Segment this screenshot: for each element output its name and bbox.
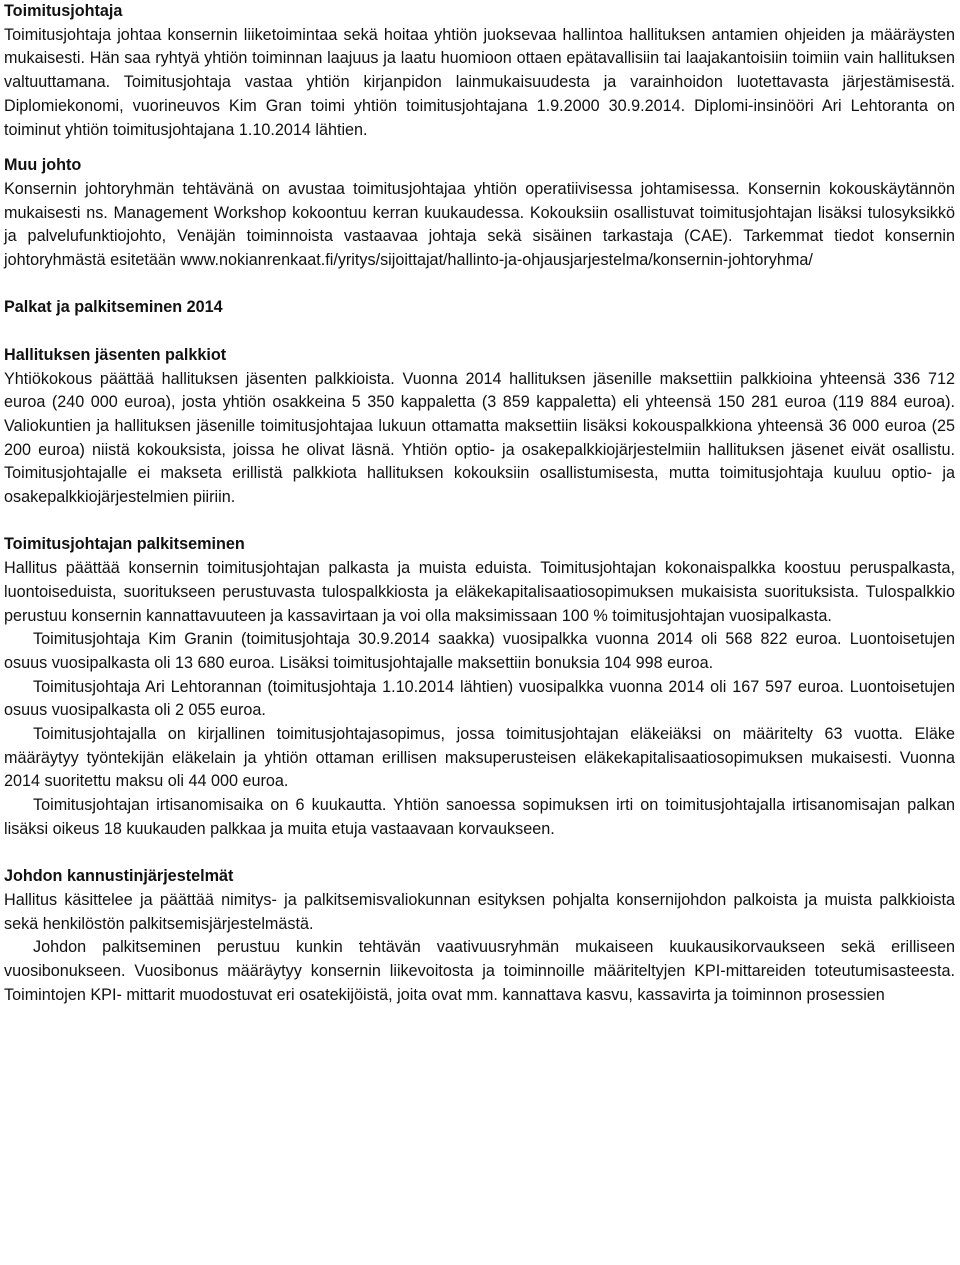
ceo-pay-paragraph: Hallitus päättää konsernin toimitusjohtajan palkasta ja muista eduista. Toimitusjohtajan kokonaispalkka koostuu peruspalkasta, luontoiseduista, suoritukseen perustuvasta tulospalkkiosta ja eläkekapitalisaatiosopimuksen mukaisista suorituksista. Tulospalkkio perustuu konsernin kannattavuuteen ja kassavirtaan ja voi olla maksimissaan 100 % toimitusjohtajan vuosipalkasta. [4,559,955,625]
section-title-incentives: Johdon kannustinjärjestelmät [4,867,234,886]
section-title-salaries: Palkat ja palkitseminen 2014 [4,298,223,317]
incentives-paragraph: Hallitus käsittelee ja päättää nimitys- ja palkitsemisvaliokunnan esityksen pohjalta konsernijohdon palkoista ja muista palkkioista sekä henkilöstön palkitsemisjärjestelmästä. [4,890,955,933]
spacer [4,273,955,297]
spacer [4,142,955,154]
section-body-ceo: Toimitusjohtaja johtaa konsernin liiketoimintaa sekä hoitaa yhtiön juoksevaa hallintoa hallituksen antamien ohjeiden ja määräysten mukaisesti. Hän saa ryhtyä yhtiön toiminnan laajuus ja laatu huomioon ottaen epätavallisiin tai laajakantoisiin toimiin vain hallituksen valtuuttamana. Toimitusjohtaja vastaa yhtiön kirjanpidon lainmukaisuudesta ja varainhoidon luotettavasta järjestämisestä. Diplomiekonomi, vuorineuvos Kim Gran toimi yhtiön toimitusjohtajana 1.9.2000 30.9.2014. Diplomi-insinööri Ari Lehtoranta on toiminut yhtiön toimitusjohtajana 1.10.2014 lähtien. [4,25,955,139]
ceo-pay-paragraph: Toimitusjohtaja Ari Lehtorannan (toimitusjohtaja 1.10.2014 lähtien) vuosipalkka vuonna 2014 oli 167 597 euroa. Luontoisetujen osuus vuosipalkasta oli 2 055 euroa. [4,677,955,720]
spacer [4,510,955,534]
section-title-management: Muu johto [4,156,82,175]
document-page [4,0,955,1007]
section-title-ceo: Toimitusjohtaja [4,2,123,20]
ceo-pay-paragraph: Toimitusjohtajan irtisanomisaika on 6 kuukautta. Yhtiön sanoessa sopimuksen irti on toimitusjohtajalla irtisanomisajan palkan lisäksi oikeus 18 kuukauden palkkaa ja muita etuja vastaavaan korvaukseen. [4,796,955,838]
section-body-management: Konsernin johtoryhmän tehtävänä on avustaa toimitusjohtajaa yhtiön operatiivisessa johtamisessa. Konsernin kokouskäytännön mukaisesti ns. Management Workshop kokoontuu kerran kuukaudessa. Kokouksiin osallistuvat toimitusjohtajan lisäksi tulosyksikkö ja palvelufunktiojohto, Venäjän toiminnoista vastaavaa johtaja sekä sisäinen tarkastaja (CAE). Tarkemmat tiedot konsernin johtoryhmästä esitetään www.nokianrenkaat.fi/yritys/sijoittajat/hallinto-ja-ohjausjarjestelma/konsernin-johtoryhma/ [4,179,955,270]
section-title-ceo-pay: Toimitusjohtajan palkitseminen [4,535,245,554]
spacer [4,320,955,344]
section-title-board: Hallituksen jäsenten palkkiot [4,345,227,364]
ceo-pay-paragraph: Toimitusjohtajalla on kirjallinen toimitusjohtajasopimus, jossa toimitusjohtajan eläkeiäksi on määritelty 63 vuotta. Eläke määräytyy työntekijän eläkelain ja yhtiön ottaman erillisen maksuperusteisen eläkekapitalisaatiosopimuksen mukaisesti. Vuonna 2014 suoritettu maksu oli 44 000 euroa. [4,725,955,791]
incentives-paragraph: Johdon palkitseminen perustuu kunkin tehtävän vaativuusryhmän mukaiseen kuukausikorvaukseen sekä erilliseen vuosibonukseen. Vuosibonus määräytyy konsernin liikevoitosta ja toiminnoille määriteltyjen KPI-mittareiden toteutumisasteesta. Toimintojen KPI- mittarit muodostuvat eri osatekijöistä, joita ovat mm. kannattava kasvu, kassavirta ja toiminnon prosessien [4,938,955,1004]
section-body-board: Yhtiökokous päättää hallituksen jäsenten palkkioista. Vuonna 2014 hallituksen jäsenille maksettiin palkkioina yhteensä 336 712 euroa (240 000 euroa), josta yhtiön osakkeina 5 350 kappaletta (3 859 kappaletta) eli yhteensä 150 281 euroa (119 884 euroa). Valiokuntien ja hallituksen jäsenille toimitusjohtajaa lukuun ottamatta maksettiin lisäksi kokouspalkkiona yhteensä 36 000 euroa (25 200 euroa) niistä kokouksista, joissa he olivat läsnä. Yhtiön optio- ja osakepalkkiojärjestelmiin hallituksen jäsenet eivät osallistu. Toimitusjohtajalle ei makseta erillistä palkkiota hallituksen kokouksiin osallistumisesta, mutta toimitusjohtaja kuuluu optio- ja osakepalkkiojärjestelmien piiriin. [4,369,955,507]
ceo-pay-paragraph: Toimitusjohtaja Kim Granin (toimitusjohtaja 30.9.2014 saakka) vuosipalkka vuonna 2014 oli 568 822 euroa. Luontoisetujen osuus vuosipalkasta oli 13 680 euroa. Lisäksi toimitusjohtajalle maksettiin bonuksia 104 998 euroa. [4,630,955,672]
spacer [4,842,955,866]
